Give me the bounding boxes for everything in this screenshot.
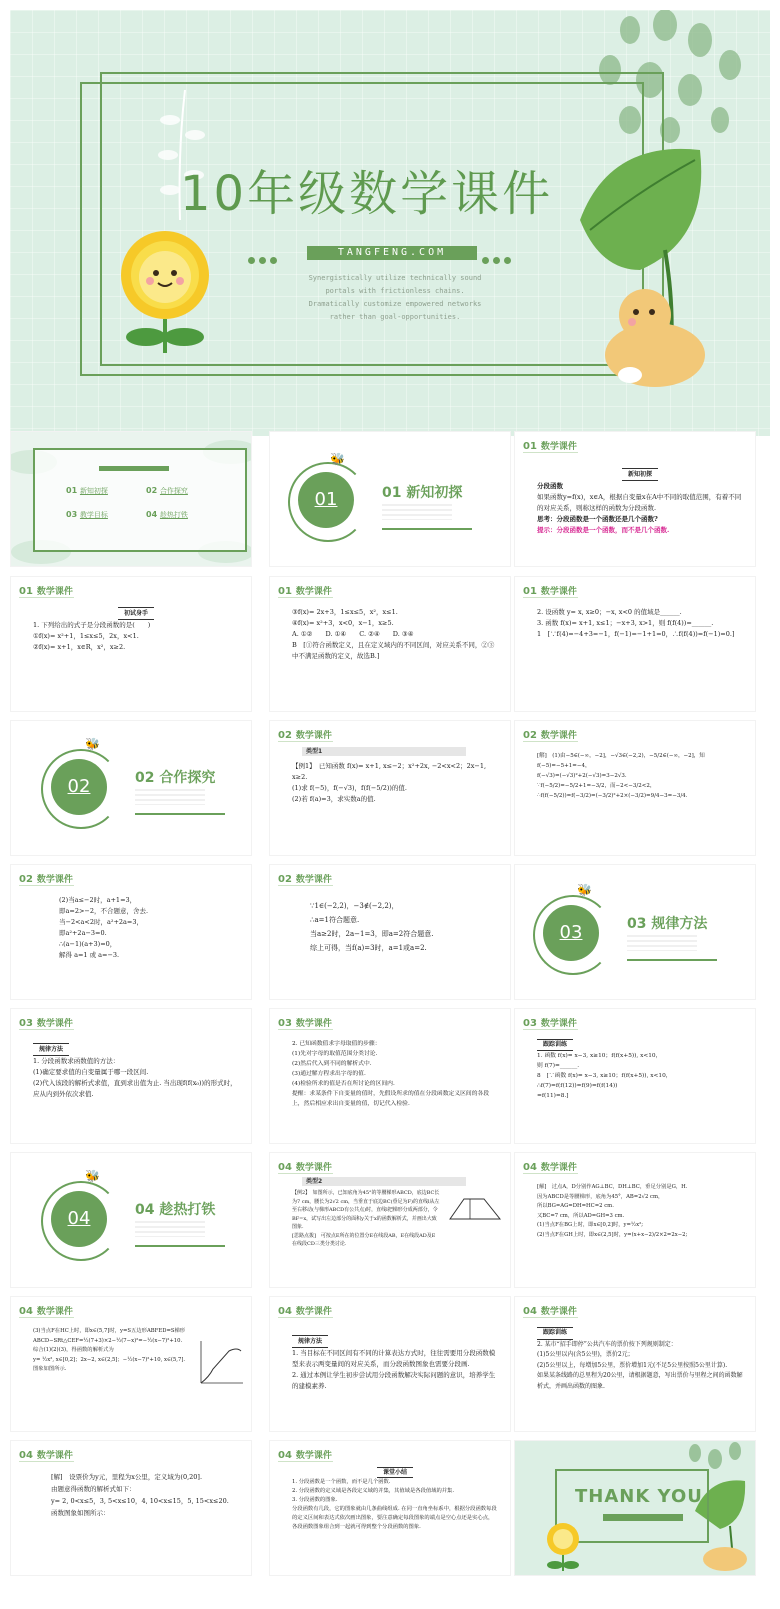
slide-body — [537, 751, 743, 801]
step-3: 函数图象如图所示： — [51, 1509, 110, 1517]
leaf-umbrella-hamster-icon — [570, 130, 770, 410]
slide-new-knowledge[interactable] — [514, 431, 756, 567]
header-line — [278, 1461, 333, 1462]
toc-num: 02 — [146, 486, 158, 495]
dots-right — [482, 249, 515, 268]
section-title-text: 合作探究 — [159, 770, 216, 786]
slide-header: 04 数学课件 — [523, 1306, 577, 1317]
cover-url: TANGFENG.COM — [307, 246, 477, 260]
cover-slide — [10, 10, 770, 436]
toc-label: 教学目标 — [79, 511, 108, 519]
slide-body — [310, 899, 498, 955]
method-line-2: (1)先对字母的取值范围分类讨论. — [292, 1051, 378, 1057]
step-2: f(−√3)=(−√3)²+2(−√3)=3−2√3. — [537, 773, 627, 779]
slide-practice-2[interactable] — [514, 1296, 756, 1432]
method-line-5: (4)检验所求的值是否在所讨论的区间内. — [292, 1081, 395, 1087]
slide-solution-4[interactable] — [514, 1152, 756, 1288]
thank-you-title: THANK YOU — [575, 1486, 703, 1507]
section-underline — [135, 813, 225, 815]
step-3: ∵f(−5/2)=−5/2+1=−3/2，而−2<−3/2<2， — [537, 783, 656, 789]
step-4: 图象如图所示. — [33, 1366, 67, 1372]
slide-header: 04 数学课件 — [278, 1450, 332, 1461]
toc-label: 合作探究 — [159, 487, 188, 495]
section-title — [135, 1199, 215, 1219]
section-label-box: 规律方法 — [33, 1043, 69, 1056]
section-title — [627, 913, 707, 933]
slide-header: 04 数学课件 — [19, 1450, 73, 1461]
question-blank: 则 f(7)=______. — [537, 1063, 580, 1069]
trapezoid-figure-icon — [446, 1193, 504, 1223]
question-1: (1)求 f(−5)，f(−√3)，f(f(−5/2))的值. — [292, 784, 407, 792]
slide-practice-1[interactable] — [514, 1008, 756, 1144]
bee-icon: 🐝 — [85, 737, 100, 751]
question-2: 2. 设函数 y= x, x≥0；−x, x<0 的值域是______. — [537, 608, 682, 616]
hint-text: 提示：分段函数是一个函数，而不是几个函数. — [537, 526, 670, 534]
slide-header: 03 数学课件 — [523, 1018, 577, 1029]
slide-exercises[interactable] — [514, 576, 756, 712]
step-5: (2)当点F在GH上时，即x∈(2,5]时，y=(x+x−2)/2×2=2x−2; — [537, 1231, 688, 1238]
step-1: 由题意得函数的解析式如下： — [51, 1485, 136, 1493]
section-underline — [135, 1245, 225, 1247]
toc-item-4[interactable] — [146, 510, 188, 520]
header-line — [278, 597, 333, 598]
method-line-2: 2. 通过本例让学生初步尝试用分段函数解决实际问题的意识，培养学生的建模素养. — [292, 1371, 496, 1390]
header-line — [523, 1029, 578, 1030]
slide-toc[interactable] — [10, 431, 252, 567]
step-3: y= ½x², x∈[0,2]；2x−2, x∈(2,5]；−½(x−7)²+10, x∈(5,7]. — [33, 1356, 186, 1363]
section-label-box: 初试身手 — [118, 607, 154, 620]
section-title — [382, 482, 462, 502]
slide-body — [292, 1335, 498, 1392]
header-line — [278, 1317, 333, 1318]
summary-line-4: 分段函数有几段，它的图象就由几条曲线组成. 在同一直角坐标系中，根据分段函数每段的定义区间和表达式依次画出图象，要注意确定每段图象的端点是空心点还是实心点，各段函数图象组合到一起就可得到整个分段函数的图象. — [292, 1506, 497, 1530]
header-line — [19, 1317, 74, 1318]
toc-num: 03 — [66, 510, 78, 519]
method-line-1: 1. 当目标在不同区间有不同的计算表达方式时，往往需要用分段函数模型来表示两变量间的对应关系，而分段函数图象也需要分段画. — [292, 1349, 496, 1368]
slide-header: 01 数学课件 — [523, 441, 577, 452]
section-number: 04 — [51, 1191, 107, 1247]
slide-options[interactable] — [269, 576, 511, 712]
slide-try-yourself[interactable] — [10, 576, 252, 712]
slide-section-01[interactable] — [269, 431, 511, 567]
step-4: 即a²+2a−3=0. — [59, 929, 107, 937]
cover-subtitle: Synergistically utilize technically sound portals with frictionless chains. Dramatically customize empowered networks rather than goal-opportunities. — [308, 274, 482, 321]
slide-header: 02 数学课件 — [523, 730, 577, 741]
toc-box — [33, 448, 247, 552]
solution-text: [解] 过点A，D分别作AG⊥BC，DH⊥BC，垂足分别是G，H. — [537, 1184, 688, 1190]
step-1: (3)当点F在HC上时，即x∈(5,7]时，y=S五边形ABFED=S梯形ABCD−SRt△CEF=½(7+3)×2−½(7−x)²=−½(x−7)²+10. — [33, 1328, 186, 1344]
toc-title-bar — [99, 466, 169, 471]
header-line — [278, 1029, 333, 1030]
solution-text: [解] 设票价为y元，里程为x公里，定义域为(0,20]. — [51, 1473, 203, 1481]
header-line — [278, 1173, 333, 1174]
section-title — [135, 767, 215, 787]
slide-method-1[interactable] — [10, 1008, 252, 1144]
step-2: ∴a=1符合题意. — [310, 916, 360, 924]
step-2: 即a=2>−2，不合题意，舍去. — [59, 907, 149, 915]
option-3: ③f(x)= 2x+3，1≤x≤5，x²，x≤1. — [292, 608, 398, 616]
section-title-text: 规律方法 — [651, 916, 708, 932]
slide-body — [33, 607, 239, 653]
slide-body — [33, 1043, 239, 1100]
hint-text: [思路点拨] 可按点E所在的位置分E在线段AB，E在线段AD及E在线段CD三类分类讨论. — [292, 1232, 436, 1247]
slide-body — [537, 468, 743, 536]
summary-line-3: 3. 分段函数的图象. — [292, 1497, 338, 1503]
section-title-num: 03 — [627, 916, 647, 932]
option-2: ②f(x)= x+1，x∈R，x²，x≥2. — [33, 643, 126, 651]
question-task: 如果某条线路的总里程为20公里，请根据题意，写出票价与里程之间的函数解析式，并画出函数的图象. — [537, 1372, 743, 1390]
sunflower-icon — [543, 1521, 583, 1573]
step-2: 综合(1)(2)(3)，得函数的解析式为 — [33, 1347, 114, 1353]
slide-body — [51, 1471, 239, 1519]
slide-example-1[interactable] — [269, 720, 511, 856]
cover-title: 10年级数学课件 — [180, 166, 554, 222]
summary-line-2: 2. 分段函数的定义域是各段定义域的并集，其值域是各段值域的并集. — [292, 1488, 455, 1494]
slide-solution-3[interactable] — [269, 864, 511, 1000]
section-subtitle-lines — [627, 935, 697, 951]
slide-header: 02 数学课件 — [278, 730, 332, 741]
question-2: (2)若 f(a)=3，求实数a的值. — [292, 795, 376, 803]
step-4: 综上可得，当f(a)=3时，a=1或a=2. — [310, 944, 427, 952]
section-number: 01 — [298, 472, 354, 528]
method-line-4: (3)通过解方程求出字母的值. — [292, 1071, 366, 1077]
method-line-1: 2. 已知函数值求字母取值的步骤： — [292, 1041, 381, 1047]
option-4: ④f(x)= x²+3，x<0，x−1，x≥5. — [292, 619, 394, 627]
slide-header: 04 数学课件 — [278, 1306, 332, 1317]
section-label-box: 课堂小结 — [377, 1467, 413, 1478]
slide-header: 01 数学课件 — [19, 586, 73, 597]
section-title-num: 04 — [135, 1202, 155, 1218]
header-line — [19, 597, 74, 598]
bee-icon: 🐝 — [330, 452, 345, 466]
toc-item-3[interactable] — [66, 510, 108, 520]
method-note: 提醒：求某条件下自变量的值时，先假设所求的值在分段函数定义区间的各段上，然后相应求出自变量的值，切记代入检验. — [292, 1091, 490, 1107]
slide-body — [59, 895, 239, 961]
answer-step-3: =f(11)=8.] — [537, 1093, 569, 1099]
section-label-box: 跟踪训练 — [537, 1327, 573, 1340]
definition-text: 如果函数y=f(x)，x∈A，根据自变量x在A中不同的取值范围，有着不同的对应关系，则称这样的函数为分段函数. — [537, 493, 742, 512]
section-subtitle-lines — [382, 504, 452, 520]
thank-you-bar — [603, 1514, 683, 1521]
slide-header: 03 数学课件 — [19, 1018, 73, 1029]
method-line-2: (1)确定要求值的自变量属于哪一段区间. — [33, 1068, 149, 1076]
slide-header: 01 数学课件 — [278, 586, 332, 597]
slide-body — [292, 1039, 498, 1109]
header-line — [19, 1461, 74, 1462]
answer-text: 8 [∵函数 f(x)= x−3, x≥10；f(f(x+5)), x<10， — [537, 1073, 672, 1079]
step-1: 因为ABCD是等腰梯形，底角为45°，AB=2√2 cm， — [537, 1193, 664, 1200]
step-3: 当a≥2时，2a−1=3，即a=2符合题意. — [310, 930, 434, 938]
step-1: (2)当a≤−2时，a+1=3， — [59, 896, 137, 904]
option-1: ①f(x)= x²+1，1≤x≤5，2x，x<1. — [33, 632, 139, 640]
step-1: ∵1∈(−2,2)，−3∉(−2,2)， — [310, 902, 399, 910]
section-subtitle-lines — [135, 1221, 205, 1237]
solution-text: [解] (1)由−5∈(−∞，−2]，−√3∈(−2,2)，−5/2∈(−∞，−2]，知 — [537, 753, 705, 759]
slide-body — [33, 1327, 191, 1375]
summary-line-1: 1. 分段函数是一个函数，而不是几个函数. — [292, 1479, 391, 1485]
slide-body — [292, 607, 498, 662]
slide-body — [537, 1039, 743, 1101]
answer-step-2: ∴f(7)=f(f(12))=f(9)=f(f(14)) — [537, 1083, 618, 1089]
toc-item-1[interactable] — [66, 486, 108, 496]
think-text: 思考：分段函数是一个函数还是几个函数? — [537, 515, 658, 523]
step-2: y= 2, 0<x≤5，3, 5<x≤10，4, 10<x≤15，5, 15<x≤20. — [51, 1497, 229, 1505]
toc-num: 01 — [66, 486, 78, 495]
slide-method-3[interactable] — [269, 1296, 511, 1432]
slide-method-2[interactable] — [269, 1008, 511, 1144]
section-subtitle-lines — [135, 789, 205, 805]
header-line — [19, 885, 74, 886]
bee-icon: 🐝 — [577, 883, 592, 897]
example-text: 【例2】 如图所示，已知底角为45°的等腰梯形ABCD，底边BC长为7 cm，腰长为2√2 cm，当垂直于底边BC(垂足为F)的直线l从左至右移动(与梯形ABCD有公共点)时，直线l把梯形分成两部分，令BF=x，试写出左边部分的面积y关于x的函数解析式，并画出大致图象. — [292, 1190, 440, 1230]
step-4: (1)当点F在BG上时，即x∈[0,2]时，y=½x²; — [537, 1222, 643, 1228]
slide-section-03[interactable] — [514, 864, 756, 1000]
slide-section-04[interactable] — [10, 1152, 252, 1288]
step-2: 所以BG=AG=DH=HC=2 cm. — [537, 1203, 614, 1209]
header-line — [19, 1029, 74, 1030]
slide-body — [292, 1467, 498, 1532]
question-3: 3. 函数 f(x)= x+1, x≤1；−x+3, x>1，则 f(f(4))=______. — [537, 619, 714, 627]
question-text: 2. 某市“招手即停”公共汽车的票价按下列规则制定： — [537, 1340, 677, 1348]
slide-body — [292, 1189, 440, 1249]
step-4: ∴f(f(−5/2))=f(−3/2)=(−3/2)²+2×(−3/2)=9/4−3=−3/4. — [537, 793, 688, 799]
section-underline — [627, 959, 717, 961]
slide-body — [537, 1327, 743, 1392]
sunflower-icon — [110, 225, 220, 355]
step-6: 解得 a=1 或 a=−3. — [59, 951, 120, 959]
slide-thank-you[interactable] — [514, 1440, 756, 1576]
section-label-box: 新知初探 — [622, 468, 658, 481]
header-line — [523, 741, 578, 742]
type-bar: 类型2 — [302, 1177, 466, 1186]
step-3: 当−2<a<2时，a²+2a=3， — [59, 918, 144, 926]
header-line — [523, 1317, 578, 1318]
question-text: 1. 函数 f(x)= x−3, x≥10；f(f(x+5)), x<10， — [537, 1053, 662, 1059]
section-number: 02 — [51, 759, 107, 815]
slide-solution-2[interactable] — [10, 864, 252, 1000]
slide-solution-1[interactable] — [514, 720, 756, 856]
slide-section-02[interactable] — [10, 720, 252, 856]
slide-header: 02 数学课件 — [278, 874, 332, 885]
bee-icon: 🐝 — [85, 1169, 100, 1183]
toc-item-2[interactable] — [146, 486, 188, 496]
section-title-text: 趁热打铁 — [159, 1202, 216, 1218]
section-label-box: 跟踪训练 — [537, 1039, 573, 1051]
slide-body — [292, 761, 498, 805]
answer-text: B [①符合函数定义，且在定义域内的不同区间，对应关系不同，②③中不满足函数的定义，故选B.] — [292, 641, 495, 660]
slide-heading: 分段函数 — [537, 482, 563, 490]
slide-solution-6[interactable] — [10, 1440, 252, 1576]
slide-header: 04 数学课件 — [19, 1306, 73, 1317]
slide-header: 02 数学课件 — [19, 874, 73, 885]
slide-header: 03 数学课件 — [278, 1018, 332, 1029]
slide-summary[interactable] — [269, 1440, 511, 1576]
slide-header: 04 数学课件 — [523, 1162, 577, 1173]
section-title-text: 新知初探 — [406, 485, 463, 501]
toc-num: 04 — [146, 510, 158, 519]
choices-text: A. ①② D. ①④ C. ②④ D. ③④ — [292, 630, 414, 638]
header-line — [523, 597, 578, 598]
slide-body — [537, 607, 743, 640]
method-line-3: (2)代入该段的解析式求值，直到求出值为止. 当出现f(f(x₀))的形式时，应从内到外依次求值. — [33, 1079, 237, 1098]
step-3: 又BC=7 cm，所以AD=GH=3 cm. — [537, 1212, 625, 1219]
slide-header: 01 数学课件 — [523, 586, 577, 597]
dots-left — [248, 249, 281, 268]
answer-text: 1 [∵f(4)=−4+3=−1，f(−1)=−1+1=0，∴f(f(4))=f(−1)=0.] — [537, 630, 735, 638]
header-line — [278, 741, 333, 742]
section-underline — [382, 528, 472, 530]
header-line — [523, 1173, 578, 1174]
slide-body — [537, 1183, 743, 1240]
example-text: 【例1】 已知函数 f(x)= x+1, x≤−2；x²+2x, −2<x<2；2x−1, x≥2. — [292, 762, 487, 781]
question-text: 1. 下列给出的式子是分段函数的是( ) — [33, 621, 151, 629]
function-graph-icon — [197, 1337, 247, 1387]
slide-example-2[interactable] — [269, 1152, 511, 1288]
section-label-box: 规律方法 — [292, 1335, 328, 1348]
slide-solution-5[interactable] — [10, 1296, 252, 1432]
slide-header: 04 数学课件 — [278, 1162, 332, 1173]
rule-2: (2)5公里以上，每增加5公里，票价增加1元(不足5公里按照5公里计算). — [537, 1361, 728, 1369]
header-line — [523, 452, 578, 453]
step-1: f(−5)=−5+1=−4， — [537, 763, 591, 769]
method-line-1: 1. 分段函数求函数值的方法： — [33, 1057, 120, 1065]
section-title-num: 01 — [382, 485, 402, 501]
section-title-num: 02 — [135, 770, 155, 786]
header-line — [278, 885, 333, 886]
method-line-3: (2)然后代入到不同的解析式中. — [292, 1061, 372, 1067]
type-bar: 类型1 — [302, 747, 466, 756]
toc-label: 趁热打铁 — [159, 511, 188, 519]
rule-1: (1)5公里以内(含5公里)，票价2元； — [537, 1351, 634, 1358]
toc-label: 新知初探 — [79, 487, 108, 495]
section-number: 03 — [543, 905, 599, 961]
step-5: ∴(a−1)(a+3)=0， — [59, 940, 117, 948]
